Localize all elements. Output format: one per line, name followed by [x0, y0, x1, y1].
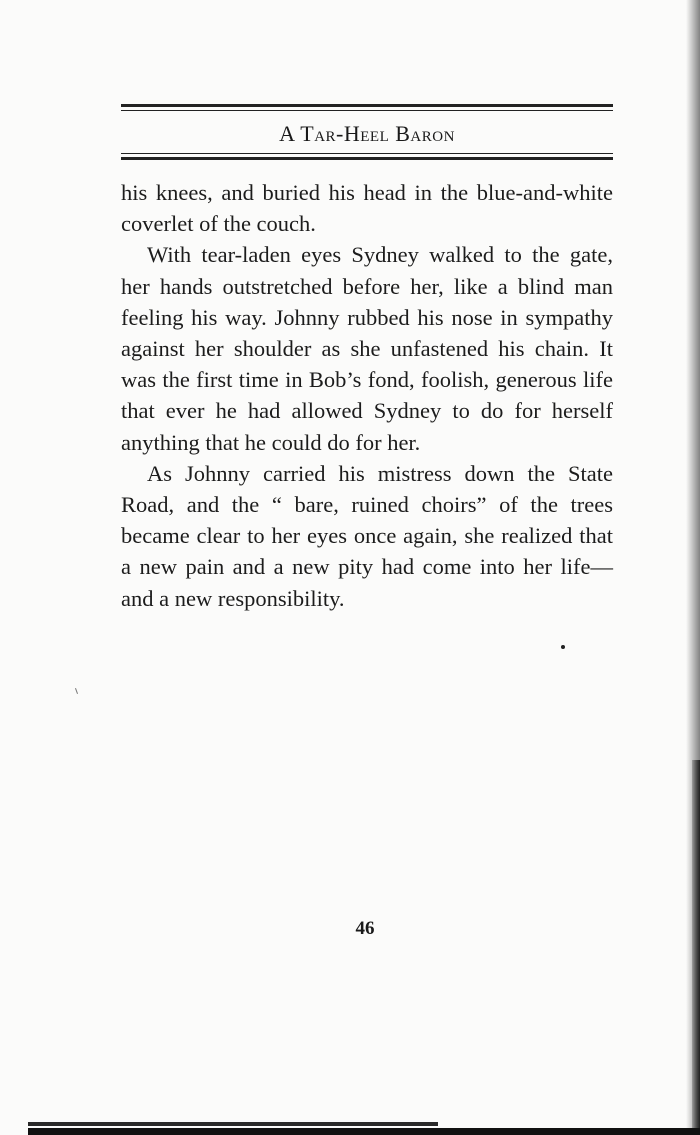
running-head-article: A [279, 121, 301, 146]
header-rule-top-thick [121, 104, 613, 107]
running-head [121, 121, 613, 147]
page-number: 46 [355, 918, 375, 939]
page-bottom-edge [28, 1122, 438, 1126]
binding-shadow-dark [692, 760, 700, 1135]
paragraph: With tear-laden eyes Sydney walked to the gate, her hands outstretched before her, like a blind man feeling his way. Johnny rubbed his nose in sympathy against her shoulder as she unfastened his chain. It was the first time in Bob’s fond, foolish, generous life that ever he had allowed Sydney to do for herself anything that he could do for her. [121, 242, 613, 455]
ink-speck [561, 645, 565, 649]
body-text [121, 177, 613, 614]
running-head-title: Tar-Heel Baron [300, 121, 455, 146]
header-rule-top-thin [121, 110, 613, 111]
header-rule-bottom-thick [121, 157, 613, 160]
ink-mark [75, 688, 78, 694]
paragraph-continued: his knees, and buried his head in the blue-and-white coverlet of the couch. [121, 180, 613, 237]
header-rule-bottom-thin [121, 153, 613, 154]
paragraph: As Johnny carried his mistress down the State Road, and the “ bare, ruined choirs” of the trees became clear to her eyes once again, she realized that a new pain and a new pity had come into her life—and a new responsibility. [121, 460, 613, 611]
page-bottom-edge-shadow [28, 1128, 700, 1135]
